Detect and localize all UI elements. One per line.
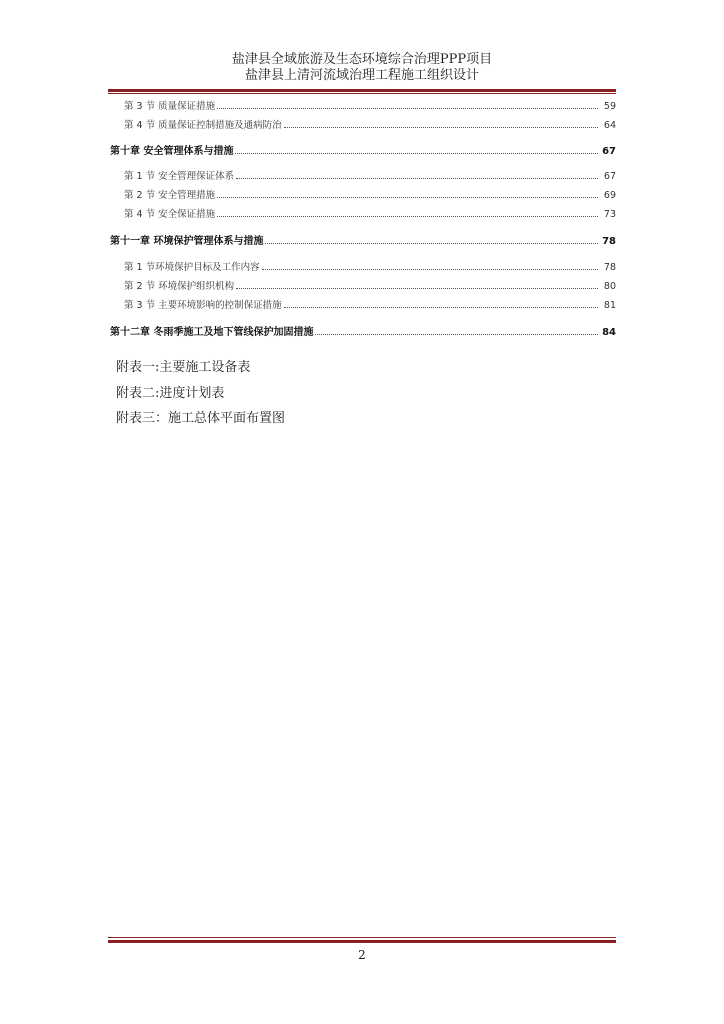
toc-entry-chapter[interactable] (110, 323, 616, 338)
toc-entry-title: 第十二章 冬雨季施工及地下管线保护加固措施 (110, 327, 314, 338)
toc-entry-page: 81 (603, 300, 616, 311)
toc-entry-title: 第 3 节 质量保证措施 (124, 101, 216, 112)
toc-entry-title: 第 2 节 安全管理措施 (124, 190, 216, 201)
appendix-item: 附表二:进度计划表 (116, 386, 225, 401)
toc-entry-section[interactable] (110, 206, 616, 220)
toc-entry-section[interactable] (110, 168, 616, 182)
toc-entry-title: 第 2 节 环境保护组织机构 (124, 281, 235, 292)
toc-entry-page: 67 (603, 171, 616, 182)
toc-dot-leader (236, 178, 598, 179)
toc-entry-title: 第 3 节 主要环境影响的控制保证措施 (124, 300, 282, 311)
toc-dot-leader (315, 334, 598, 335)
toc-dot-leader (265, 243, 598, 244)
toc-entry-page: 69 (603, 190, 616, 201)
toc-entry-page: 84 (602, 327, 616, 338)
toc-entry-section[interactable] (110, 98, 616, 112)
page-header (108, 52, 616, 84)
toc-entry-section[interactable] (110, 297, 616, 311)
toc-entry-page: 73 (603, 209, 616, 220)
toc-entry-section[interactable] (110, 187, 616, 201)
toc-dot-leader (284, 127, 598, 128)
toc-dot-leader (236, 288, 598, 289)
header-divider-thin (108, 93, 616, 94)
toc-entry-title: 第 4 节 质量保证控制措施及通病防治 (124, 120, 282, 131)
toc-entry-page: 78 (602, 236, 616, 247)
toc-dot-leader (262, 269, 598, 270)
toc-entry-page: 67 (602, 146, 616, 157)
footer-divider-thin (108, 937, 616, 938)
header-title-line2: 盐津县上清河流域治理工程施工组织设计 (244, 68, 479, 83)
toc-entry-title: 第十章 安全管理体系与措施 (110, 146, 234, 157)
toc-dot-leader (217, 216, 598, 217)
toc-entry-title: 第 1 节 安全管理保证体系 (124, 171, 235, 182)
toc-dot-leader (235, 153, 598, 154)
footer-divider-thick (108, 940, 616, 943)
toc-entry-title: 第 1 节环境保护目标及工作内容 (124, 262, 260, 273)
header-title-line1: 盐津县全域旅游及生态环境综合治理PPP项目 (231, 52, 493, 67)
toc-dot-leader (284, 307, 598, 308)
toc-entry-title: 第十一章 环境保护管理体系与措施 (110, 236, 264, 247)
toc-entry-section[interactable] (110, 117, 616, 131)
toc-entry-page: 80 (603, 281, 616, 292)
appendix-item: 附表一:主要施工设备表 (116, 360, 251, 375)
toc-entry-page: 78 (603, 262, 616, 273)
toc-entry-chapter[interactable] (110, 232, 616, 247)
toc-entry-title: 第 4 节 安全保证措施 (124, 209, 216, 220)
header-divider-thick (108, 89, 616, 92)
toc-entry-page: 59 (603, 101, 616, 112)
page-number: 2 (358, 948, 366, 962)
toc-entry-section[interactable] (110, 259, 616, 273)
toc-entry-chapter[interactable] (110, 142, 616, 157)
toc-entry-page: 64 (603, 120, 616, 131)
toc-dot-leader (217, 108, 598, 109)
appendix-item: 附表三：施工总体平面布置图 (116, 411, 286, 426)
toc-entry-section[interactable] (110, 278, 616, 292)
toc-dot-leader (217, 197, 598, 198)
